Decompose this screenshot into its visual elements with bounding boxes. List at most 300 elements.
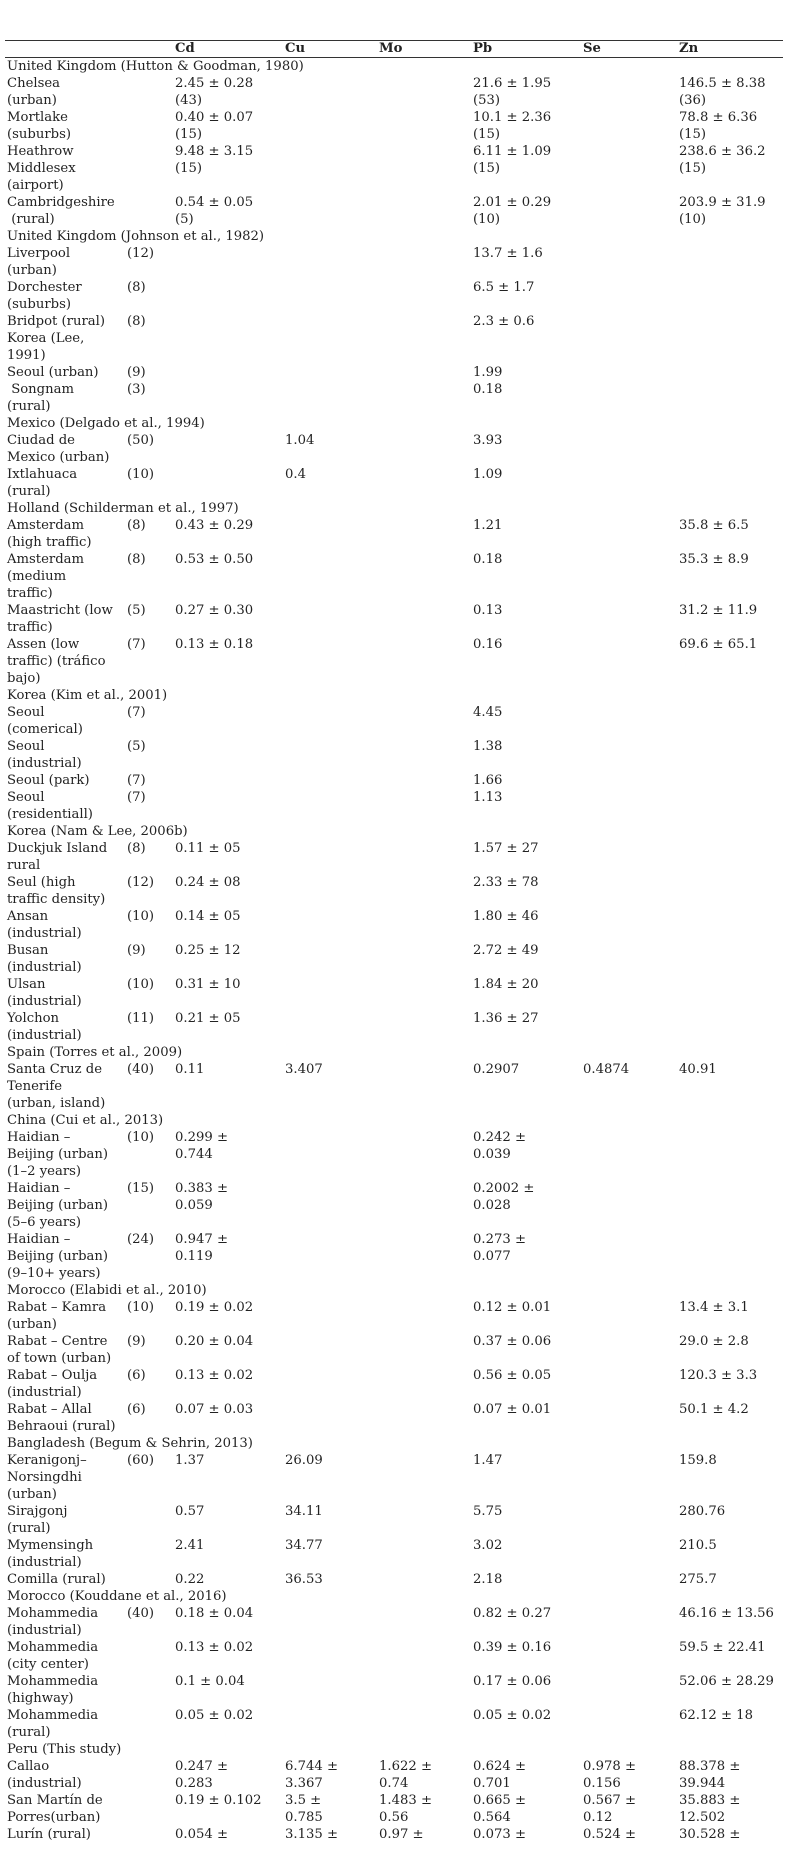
cell-line: (15) (175, 161, 203, 176)
cell-zn (677, 1452, 783, 1503)
cell-line: 10.1 ± 2.36 (473, 110, 552, 125)
cell-location (5, 976, 125, 1010)
cell-line: traffic) (tráfico (7, 654, 106, 669)
cell-se (581, 75, 677, 109)
cell-line: 0.785 (285, 1810, 323, 1825)
cell-cu (283, 194, 377, 228)
cell-line: (6) (127, 1368, 146, 1383)
table-row (5, 1452, 783, 1503)
cell-cd (173, 840, 283, 874)
cell-line: Seoul (7, 705, 45, 720)
cell-line: 31.2 ± 11.9 (679, 603, 758, 618)
cell-line: Ciudad de (7, 433, 75, 448)
cell-cu (283, 738, 377, 772)
cell-line: (10) (679, 212, 707, 227)
cell-line: Haidian – (7, 1181, 71, 1196)
cell-line: (urban) (7, 263, 57, 278)
cell-zn (677, 636, 783, 687)
table-row (5, 1758, 783, 1792)
cell-count (125, 840, 173, 874)
table-row (5, 1231, 783, 1282)
cell-line: 0.56 (379, 1810, 409, 1825)
cell-line: 21.6 ± 1.95 (473, 76, 552, 91)
cell-line: 1.80 ± 46 (473, 909, 539, 924)
cell-mo (377, 1758, 471, 1792)
cell-cd (173, 517, 283, 551)
cell-mo (377, 1673, 471, 1707)
cell-line: Rabat – Centre (7, 1334, 108, 1349)
cell-cd (173, 1707, 283, 1741)
cell-line: 2.72 ± 49 (473, 943, 539, 958)
cell-line: 2.01 ± 0.29 (473, 195, 552, 210)
cell-line: 2.18 (473, 1572, 503, 1587)
cell-line: 0.059 (175, 1198, 213, 1213)
table-row (5, 1673, 783, 1707)
cell-line: (60) (127, 1453, 155, 1468)
cell-cd (173, 1673, 283, 1707)
cell-line: Mohammedia (7, 1674, 99, 1689)
cell-pb (471, 1503, 581, 1537)
cell-location (5, 874, 125, 908)
cell-pb (471, 109, 581, 143)
cell-count (125, 908, 173, 942)
cell-se (581, 109, 677, 143)
table-row (5, 1503, 783, 1537)
cell-zn (677, 772, 783, 789)
cell-count (125, 75, 173, 109)
cell-cd (173, 1826, 283, 1843)
cell-count (125, 772, 173, 789)
cell-pb (471, 772, 581, 789)
cell-count (125, 1401, 173, 1435)
cell-line: Porres(urban) (7, 1810, 101, 1825)
cell-se (581, 1299, 677, 1333)
cell-mo (377, 1826, 471, 1843)
cell-cu (283, 75, 377, 109)
cell-location (5, 75, 125, 109)
cell-pb (471, 908, 581, 942)
cell-line: Rabat – Oulja (7, 1368, 98, 1383)
cell-line: 0.11 (175, 1062, 205, 1077)
section-row (5, 1741, 783, 1758)
cell-line: 0.12 (583, 1810, 613, 1825)
cell-line: (industrial) (7, 1028, 82, 1043)
cell-mo (377, 1010, 471, 1044)
cell-cd (173, 1180, 283, 1231)
cell-line: (36) (679, 93, 707, 108)
table-body (5, 58, 783, 1844)
cell-se (581, 738, 677, 772)
cell-se (581, 364, 677, 381)
cell-count (125, 279, 173, 313)
cell-mo (377, 517, 471, 551)
cell-line: Seul (high (7, 875, 76, 890)
cell-line: 0.13 ± 0.02 (175, 1368, 254, 1383)
cell-line: 1.21 (473, 518, 503, 533)
heavy-metals-table (5, 40, 783, 1843)
cell-location (5, 432, 125, 466)
cell-line: 1.57 ± 27 (473, 841, 539, 856)
cell-zn (677, 75, 783, 109)
cell-se (581, 772, 677, 789)
cell-line: 0.283 (175, 1776, 213, 1791)
table-row (5, 602, 783, 636)
cell-cu (283, 1299, 377, 1333)
cell-location (5, 1537, 125, 1571)
cell-count (125, 1571, 173, 1588)
cell-cd (173, 194, 283, 228)
cell-zn (677, 1758, 783, 1792)
cell-cd (173, 245, 283, 279)
cell-line: 13.4 ± 3.1 (679, 1300, 749, 1315)
cell-line: 0.19 ± 0.02 (175, 1300, 254, 1315)
table-row (5, 330, 783, 364)
cell-line: (comerical) (7, 722, 83, 737)
cell-location (5, 738, 125, 772)
cell-cd (173, 364, 283, 381)
cell-pb (471, 1367, 581, 1401)
cell-count (125, 1299, 173, 1333)
table-row (5, 245, 783, 279)
cell-location (5, 602, 125, 636)
section-title: Spain (Torres et al., 2009) (7, 1045, 183, 1060)
cell-se (581, 279, 677, 313)
section-title: Holland (Schilderman et al., 1997) (7, 501, 239, 516)
cell-count (125, 1605, 173, 1639)
cell-line: 52.06 ± 28.29 (679, 1674, 774, 1689)
cell-cd (173, 1639, 283, 1673)
cell-se (581, 194, 677, 228)
cell-line: (40) (127, 1606, 155, 1621)
cell-count (125, 1061, 173, 1112)
cell-location (5, 1061, 125, 1112)
cell-mo (377, 1503, 471, 1537)
cell-line: (5) (127, 739, 146, 754)
cell-location (5, 1367, 125, 1401)
cell-line: 46.16 ± 13.56 (679, 1606, 774, 1621)
cell-cu (283, 1707, 377, 1741)
cell-zn (677, 1180, 783, 1231)
cell-se (581, 1571, 677, 1588)
cell-line: 78.8 ± 6.36 (679, 110, 758, 125)
cell-location (5, 279, 125, 313)
cell-count (125, 1707, 173, 1741)
cell-mo (377, 1333, 471, 1367)
table-row (5, 1826, 783, 1843)
cell-zn (677, 432, 783, 466)
cell-cd (173, 432, 283, 466)
cell-location (5, 908, 125, 942)
cell-line: 0.299 ± (175, 1130, 228, 1145)
cell-location (5, 466, 125, 500)
cell-location (5, 517, 125, 551)
header-mo: Mo (379, 41, 403, 56)
cell-line: (10) (127, 909, 155, 924)
cell-line: Tenerife (7, 1079, 63, 1094)
cell-line: rural (7, 858, 41, 873)
cell-line: (8) (127, 280, 146, 295)
cell-zn (677, 1503, 783, 1537)
section-row (5, 687, 783, 704)
section-title: Korea (Nam & Lee, 2006b) (7, 824, 188, 839)
section-title: United Kingdom (Johnson et al., 1982) (7, 229, 265, 244)
cell-line: traffic) (7, 620, 53, 635)
table-row (5, 942, 783, 976)
cell-line: Norsingdhi (7, 1470, 82, 1485)
cell-line: Ulsan (7, 977, 46, 992)
cell-cd (173, 772, 283, 789)
cell-cu (283, 364, 377, 381)
cell-cu (283, 1673, 377, 1707)
cell-pb (471, 330, 581, 364)
cell-mo (377, 330, 471, 364)
cell-cd (173, 279, 283, 313)
cell-count (125, 976, 173, 1010)
cell-line: 2.3 ± 0.6 (473, 314, 535, 329)
table-row (5, 1639, 783, 1673)
cell-pb (471, 874, 581, 908)
cell-pb (471, 942, 581, 976)
cell-cd (173, 143, 283, 194)
cell-zn (677, 1061, 783, 1112)
cell-line: Haidian – (7, 1130, 71, 1145)
section-row (5, 1112, 783, 1129)
cell-line: (rural) (7, 212, 55, 227)
cell-line: traffic density) (7, 892, 106, 907)
cell-se (581, 704, 677, 738)
table-row (5, 1537, 783, 1571)
cell-location (5, 1605, 125, 1639)
cell-se (581, 1673, 677, 1707)
cell-location (5, 1792, 125, 1826)
cell-line: 35.883 ± (679, 1793, 741, 1808)
cell-zn (677, 330, 783, 364)
cell-line: 159.8 (679, 1453, 717, 1468)
cell-location (5, 840, 125, 874)
cell-cd (173, 1571, 283, 1588)
cell-zn (677, 1537, 783, 1571)
cell-location (5, 109, 125, 143)
cell-zn (677, 245, 783, 279)
table-row (5, 1010, 783, 1044)
cell-line: 0.947 ± (175, 1232, 228, 1247)
header-cu: Cu (285, 41, 306, 56)
cell-zn (677, 1333, 783, 1367)
cell-line: 0.40 ± 0.07 (175, 110, 254, 125)
cell-line: 36.53 (285, 1572, 323, 1587)
cell-count (125, 245, 173, 279)
cell-location (5, 1826, 125, 1843)
cell-cd (173, 381, 283, 415)
cell-se (581, 602, 677, 636)
table-row (5, 1061, 783, 1112)
cell-pb (471, 602, 581, 636)
cell-line: 1.13 (473, 790, 503, 805)
cell-cu (283, 1605, 377, 1639)
cell-zn (677, 1673, 783, 1707)
cell-mo (377, 143, 471, 194)
cell-line: (8) (127, 841, 146, 856)
cell-line: (rural) (7, 399, 51, 414)
cell-line: 0.39 ± 0.16 (473, 1640, 552, 1655)
cell-line: Santa Cruz de (7, 1062, 103, 1077)
cell-zn (677, 466, 783, 500)
cell-line: 69.6 ± 65.1 (679, 637, 758, 652)
cell-line: 0.242 ± (473, 1130, 526, 1145)
cell-line: (3) (127, 382, 146, 397)
cell-line: 0.24 ± 08 (175, 875, 241, 890)
cell-cd (173, 1231, 283, 1282)
table-row (5, 1707, 783, 1741)
cell-se (581, 1707, 677, 1741)
cell-line: 35.3 ± 8.9 (679, 552, 749, 567)
cell-zn (677, 942, 783, 976)
cell-line: Middlesex (7, 161, 76, 176)
cell-se (581, 1129, 677, 1180)
cell-count (125, 874, 173, 908)
header-location (5, 41, 125, 58)
cell-line: (urban, island) (7, 1096, 106, 1111)
cell-line: Lurín (rural) (7, 1827, 91, 1842)
cell-mo (377, 1707, 471, 1741)
cell-line: (8) (127, 552, 146, 567)
cell-line: 59.5 ± 22.41 (679, 1640, 766, 1655)
cell-cd (173, 704, 283, 738)
cell-mo (377, 1367, 471, 1401)
cell-se (581, 517, 677, 551)
cell-se (581, 1605, 677, 1639)
cell-zn (677, 1401, 783, 1435)
table-row (5, 466, 783, 500)
cell-line: (city center) (7, 1657, 89, 1672)
cell-line: Ansan (7, 909, 49, 924)
cell-cu (283, 789, 377, 823)
cell-line: (10) (127, 1130, 155, 1145)
cell-line: 1.47 (473, 1453, 503, 1468)
cell-line: 26.09 (285, 1453, 323, 1468)
cell-line: Seoul (urban) (7, 365, 99, 380)
cell-se (581, 1401, 677, 1435)
cell-line: traffic) (7, 586, 53, 601)
cell-line: 280.76 (679, 1504, 726, 1519)
cell-cd (173, 1503, 283, 1537)
cell-line: Busan (7, 943, 49, 958)
cell-line: 4.45 (473, 705, 503, 720)
table-row (5, 432, 783, 466)
cell-line: 1.483 ± (379, 1793, 432, 1808)
table-row (5, 1180, 783, 1231)
cell-mo (377, 874, 471, 908)
cell-zn (677, 517, 783, 551)
table-row (5, 1129, 783, 1180)
cell-cd (173, 75, 283, 109)
cell-se (581, 551, 677, 602)
cell-se (581, 636, 677, 687)
cell-line: of town (urban) (7, 1351, 112, 1366)
section-row (5, 1282, 783, 1299)
cell-location (5, 1639, 125, 1673)
section-title: China (Cui et al., 2013) (7, 1113, 164, 1128)
cell-mo (377, 602, 471, 636)
cell-se (581, 1367, 677, 1401)
cell-cu (283, 772, 377, 789)
cell-line: 0.19 ± 0.102 (175, 1793, 262, 1808)
cell-cu (283, 1826, 377, 1843)
cell-line: San Martín de (7, 1793, 103, 1808)
cell-cd (173, 551, 283, 602)
cell-count (125, 636, 173, 687)
cell-zn (677, 1367, 783, 1401)
cell-line: Amsterdam (7, 552, 85, 567)
cell-location (5, 143, 125, 194)
header-count (125, 41, 173, 58)
cell-mo (377, 1452, 471, 1503)
cell-zn (677, 1231, 783, 1282)
cell-line: 120.3 ± 3.3 (679, 1368, 758, 1383)
cell-mo (377, 1180, 471, 1231)
cell-pb (471, 1707, 581, 1741)
cell-line: 0.567 ± (583, 1793, 636, 1808)
cell-line: (7) (127, 773, 146, 788)
cell-pb (471, 551, 581, 602)
cell-location (5, 194, 125, 228)
cell-zn (677, 789, 783, 823)
cell-pb (471, 517, 581, 551)
cell-line: (6) (127, 1402, 146, 1417)
cell-line: (15) (127, 1181, 155, 1196)
cell-se (581, 1452, 677, 1503)
cell-location (5, 1401, 125, 1435)
cell-line: Bridpot (rural) (7, 314, 105, 329)
cell-cu (283, 602, 377, 636)
cell-line: (9) (127, 1334, 146, 1349)
cell-line: Songnam (7, 382, 74, 397)
cell-location (5, 313, 125, 330)
table-row (5, 75, 783, 109)
cell-cd (173, 1061, 283, 1112)
cell-line: Liverpool (7, 246, 71, 261)
cell-line: 0.524 ± (583, 1827, 636, 1842)
cell-line: (rural) (7, 1725, 51, 1740)
cell-location (5, 551, 125, 602)
cell-pb (471, 466, 581, 500)
cell-cu (283, 1503, 377, 1537)
cell-line: Beijing (urban) (7, 1249, 109, 1264)
cell-se (581, 1061, 677, 1112)
cell-pb (471, 1333, 581, 1367)
cell-line: 30.528 ± (679, 1827, 741, 1842)
cell-line: 0.74 (379, 1776, 409, 1791)
cell-line: Heathrow (7, 144, 74, 159)
cell-zn (677, 194, 783, 228)
cell-line: Seoul (7, 790, 45, 805)
cell-line: 29.0 ± 2.8 (679, 1334, 749, 1349)
cell-line: 0.383 ± (175, 1181, 228, 1196)
cell-location (5, 1333, 125, 1367)
cell-line: (15) (473, 161, 501, 176)
cell-line: 0.31 ± 10 (175, 977, 241, 992)
cell-se (581, 1537, 677, 1571)
cell-cu (283, 840, 377, 874)
cell-cd (173, 1010, 283, 1044)
cell-zn (677, 143, 783, 194)
cell-line: 9.48 ± 3.15 (175, 144, 254, 159)
cell-line: Comilla (rural) (7, 1572, 106, 1587)
cell-cu (283, 466, 377, 500)
cell-pb (471, 789, 581, 823)
cell-cd (173, 636, 283, 687)
cell-se (581, 908, 677, 942)
